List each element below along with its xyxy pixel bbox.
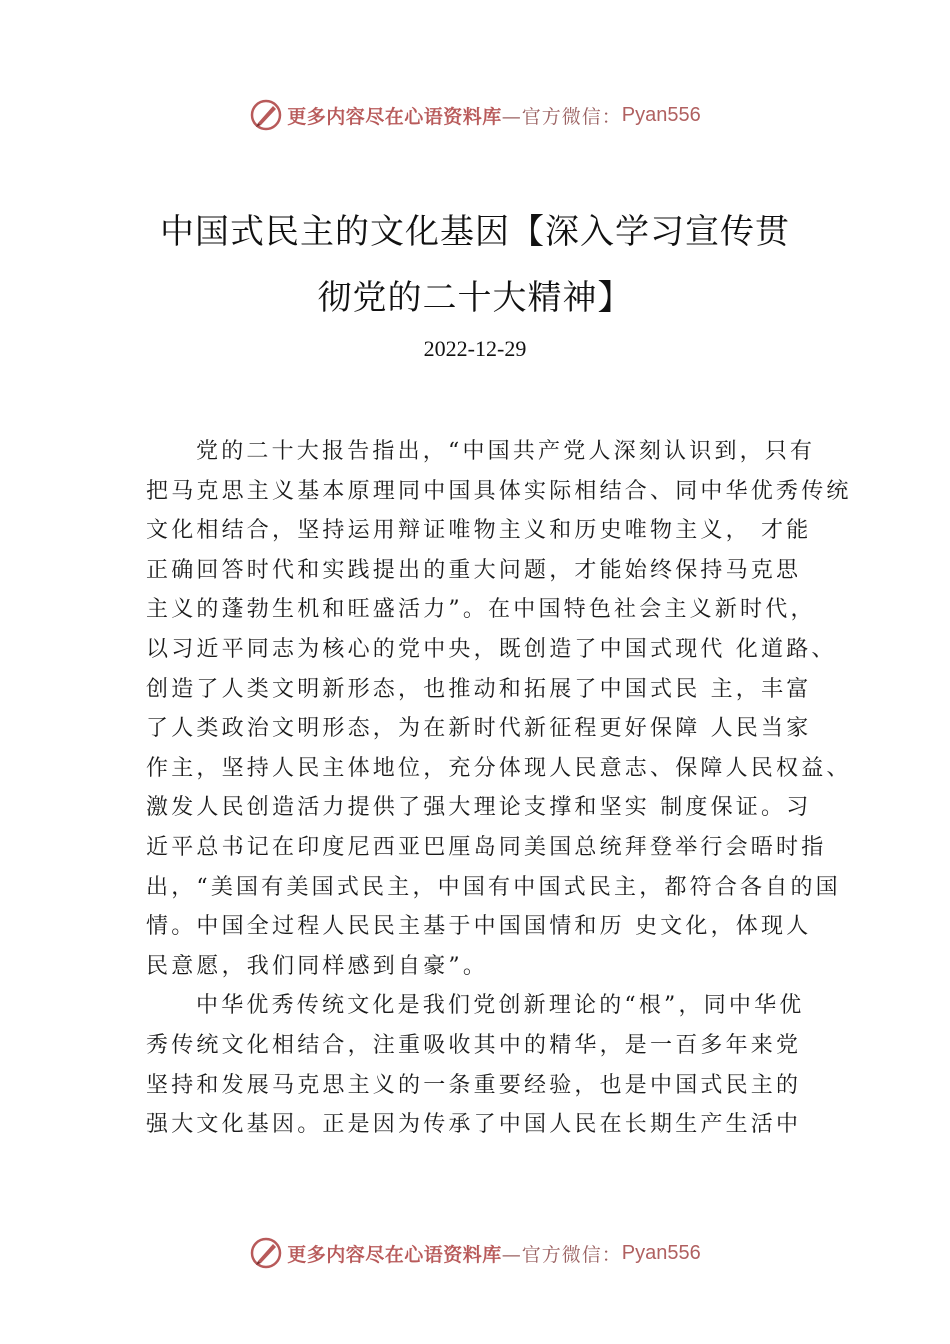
body-line: 正确回答时代和实践提出的重大问题，才能始终保持马克思 [146, 557, 802, 583]
body-line: 党的二十大报告指出，“中国共产党人深刻认识到，只有 [196, 439, 816, 464]
body-line: 坚持和发展马克思主义的一条重要经验，也是中国式民主的 [146, 1072, 802, 1098]
body-line: 激发人民创造活力提供了强大理论支撑和坚实 制度保证。习 [146, 795, 812, 821]
banner-sub-text: —官方微信： [501, 105, 622, 128]
banner-main-text: 更多内容尽在心语资料库 [287, 105, 502, 128]
banner-wechat-id: Pyan556 [621, 103, 701, 126]
body-line: 中华优秀传统文化是我们党创新理论的“根”，同中华优 [196, 993, 805, 1019]
body-line: 主义的蓬勃生机和旺盛活力”。在中国特色社会主义新时代， [146, 597, 816, 623]
body-line: 民意愿，我们同样感到自豪”。 [146, 953, 489, 979]
publish-date: 2022-12-29 [423, 336, 527, 361]
body-line: 近平总书记在印度尼西亚巴厘岛同美国总统拜登举行会晤时指 [146, 834, 827, 860]
pen-logo-icon [249, 1236, 283, 1270]
document-title-line-2: 彻党的二十大精神】 [317, 278, 633, 318]
document-title-line-1: 中国式民主的文化基因【深入学习宣传贯 [160, 212, 790, 252]
body-line: 强大文化基因。正是因为传承了中国人民在长期生产生活中 [146, 1112, 802, 1138]
body-line: 秀传统文化相结合，注重吸收其中的精华，是一百多年来党 [146, 1032, 802, 1058]
article-body [146, 432, 852, 1145]
body-line: 文化相结合，坚持运用辩证唯物主义和历史唯物主义， 才能 [146, 518, 812, 544]
footer-banner [0, 1235, 950, 1271]
header-banner [0, 97, 950, 133]
banner-wechat-id: Pyan556 [621, 1241, 701, 1264]
body-line: 情。中国全过程人民民主基于中国国情和历 史文化，体现人 [146, 914, 812, 940]
body-line: 以习近平同志为核心的党中央，既创造了中国式现代 化道路、 [146, 636, 837, 662]
banner-sub-text: —官方微信： [501, 1243, 622, 1266]
banner-main-text: 更多内容尽在心语资料库 [287, 1243, 502, 1266]
body-line: 出，“美国有美国式民主，中国有中国式民主，都符合各自的国 [146, 874, 841, 900]
body-line: 了人类政治文明形态，为在新时代新征程更好保障 人民当家 [146, 716, 812, 742]
pen-logo-icon [249, 98, 283, 132]
body-line: 把马克思主义基本原理同中国具体实际相结合、同中华优秀传统 [146, 478, 852, 504]
body-line: 创造了人类文明新形态，也推动和拓展了中国式民 主，丰富 [146, 676, 812, 702]
body-line: 作主，坚持人民主体地位，充分体现人民意志、保障人民权益、 [146, 755, 852, 781]
